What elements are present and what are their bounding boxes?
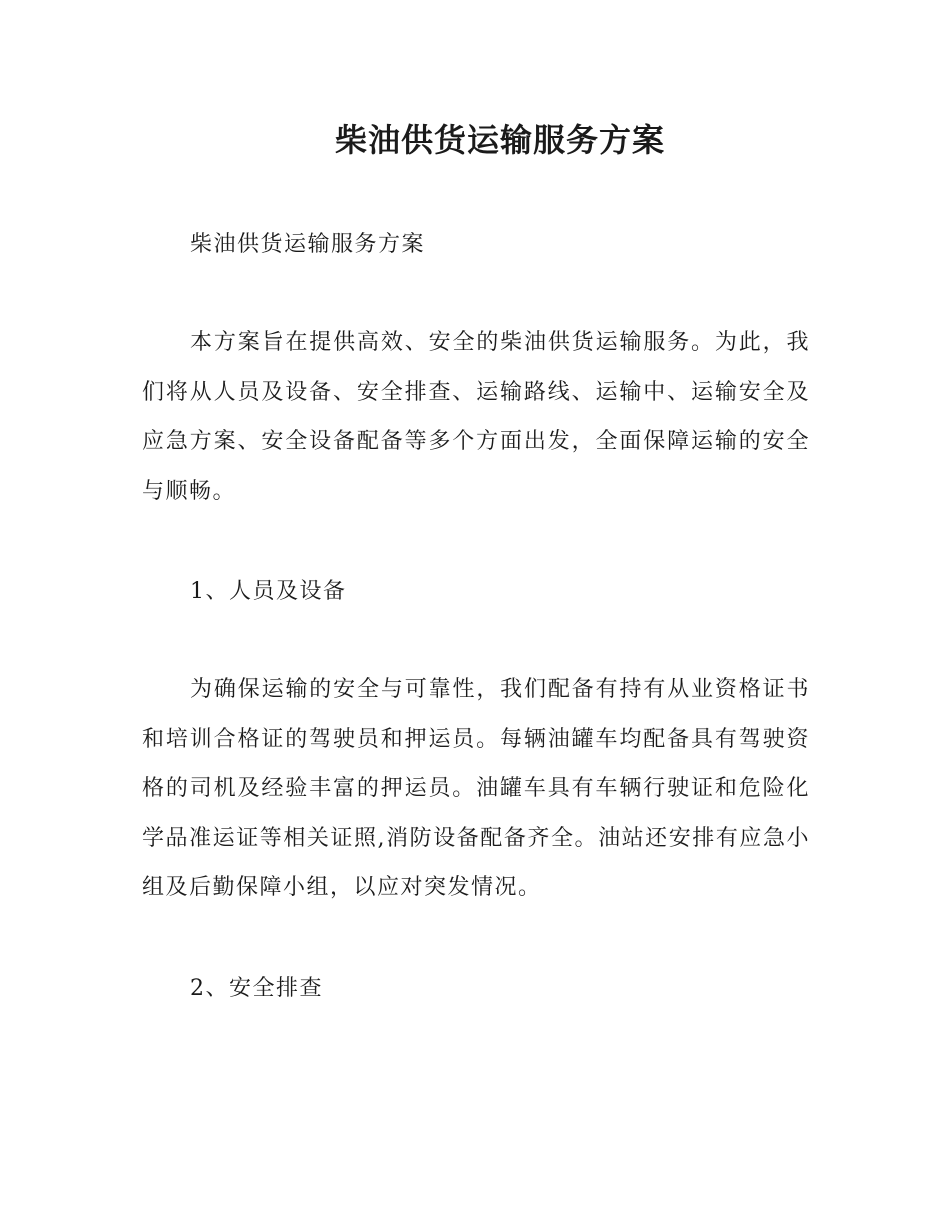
intro-paragraph: 本方案旨在提供高效、安全的柴油供货运输服务。为此，我们将从人员及设备、安全排查、运输路线、运输中、运输安全及应急方案、安全设备配备等多个方面出发，全面保障运输的安全与顺畅。 xyxy=(142,330,810,504)
document-subtitle: 柴油供货运输服务方案 xyxy=(190,232,426,257)
section-heading-personnel-equipment: 1、人员及设备 xyxy=(190,579,347,604)
document-title: 柴油供货运输服务方案 xyxy=(334,121,665,159)
section-heading-safety-inspection: 2、安全排查 xyxy=(190,976,323,1001)
section-paragraph-personnel-equipment: 为确保运输的安全与可靠性，我们配备有持有从业资格证书和培训合格证的驾驶员和押运员。每辆油罐车均配备具有驾驶资格的司机及经验丰富的押运员。油罐车具有车辆行驶证和危险化学品准运证等相关证照,消防设备配备齐全。油站还安排有应急小组及后勤保障小组，以应对突发情况。 xyxy=(142,677,810,900)
